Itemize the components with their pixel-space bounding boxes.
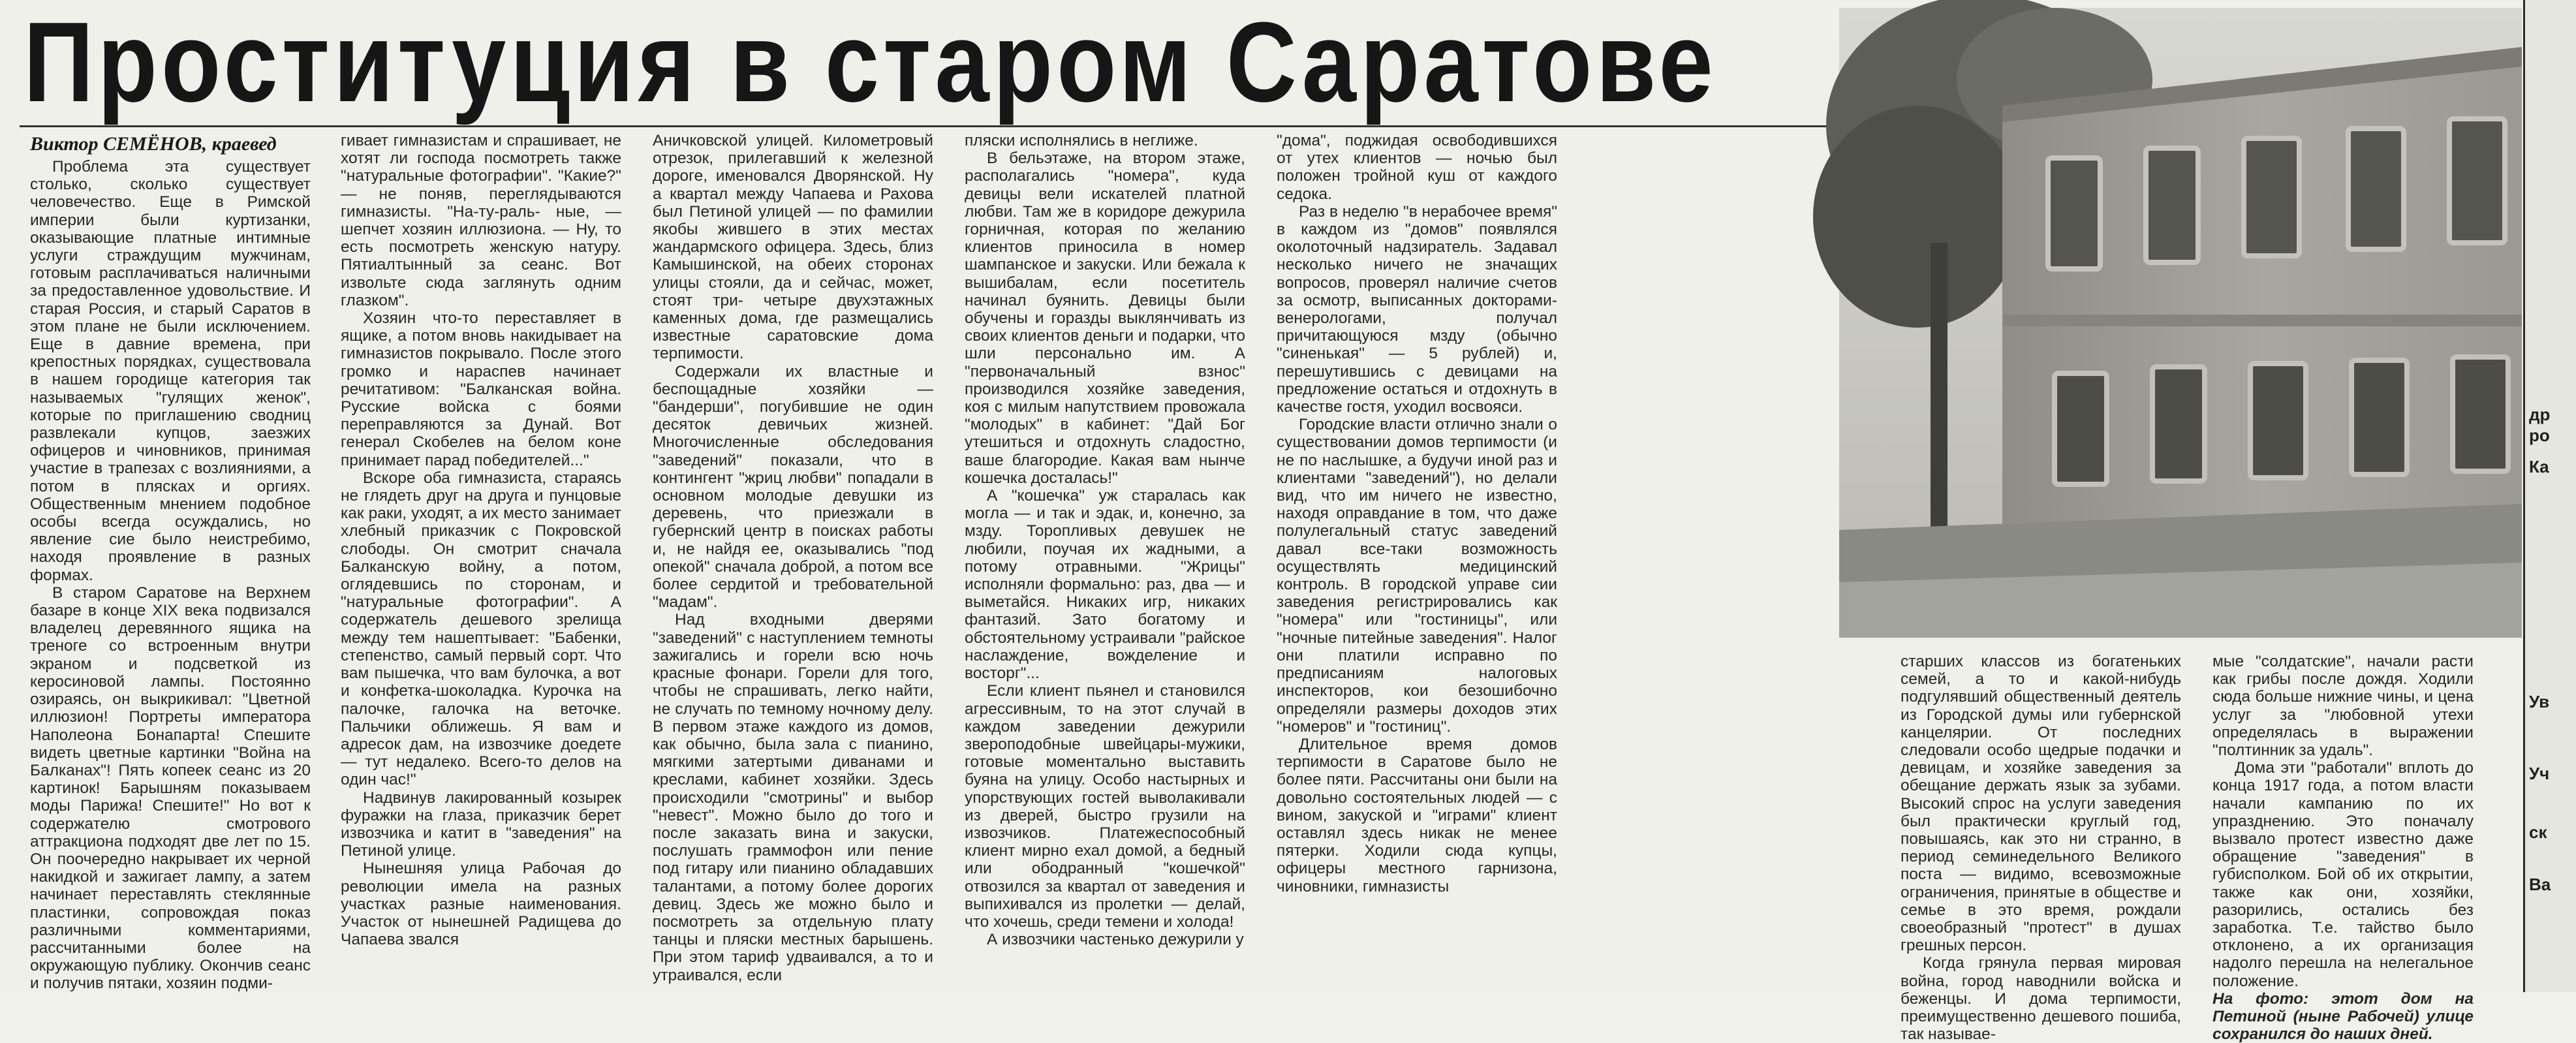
paragraph: Надвинув лакированный козырек фуражки на глаза, приказчик берет извозчика и катит в "заведения" на Петиной улице. [341,788,621,860]
paragraph: "дома", поджидая освободившихся от утех клиентов — ночью был положен тройной куш от каждого седока. [1277,132,1557,203]
paragraph: Если клиент пьянел и становился агрессивным, то на этот случай в каждом заведении дежурили звероподобные швейцары-мужики, готовые моментально выставить буяна на улицу. Особо настырных и упорствующих гостей выволакивали из дверей, быстро грузили на извозчиков. Платежеспособный клиент мирно ехал домой, а бедный или ободранный "кошечкой" отвозился за квартал от заведения и выпихивался из пролетки — делай, что хочешь, среди темени и холода! [965,682,1245,931]
article-column-1 [30,158,311,993]
paragraph: Длительное время домов терпимости в Саратове было не более пяти. Рассчитаны они были на довольно состоятельных людей — с вином, закуской и "играми" клиент оставлял здесь никак не менее пятерки. Ходили сюда купцы, офицеры местного гарнизона, чиновники, гимназисты [1277,735,1557,895]
paragraph: Когда грянула первая мировая война, город наводнили войска и беженцы. И дома терпимости, преимущественно дешевого пошиба, так называе- [1901,954,2181,1043]
edge-fragment: Ув [2529,692,2550,711]
author-byline: Виктор СЕМЁНОВ, краевед [30,133,277,155]
paragraph: Раз в неделю "в нерабочее время" в каждом из "домов" появлялся околоточный надзиратель. Задавал несколько ничего не значащих вопросов, проверял наличие счетов за осмотр, выписанных докторами-венерологами, получал причитающуюся мзду (обычно "синенькая" — 5 рублей) и, перешутившись с девицами на предложение остаться и отдохнуть в качестве гостя, уходил восвояси. [1277,202,1557,416]
headline-rule [20,125,1840,127]
adjacent-article-edge [2523,0,2576,992]
building-photo [1839,8,2522,638]
article-headline: Проституция в старом Саратове [23,0,1717,125]
paragraph: Дома эти "работали" вплоть до конца 1917 года, а потом власти начали кампанию по их упразднению. Это поначалу вызвало протест известно даже обращение "заведения" в губисполком. Бой об их открытии, также как они, хозяйки, разорились, остались без заработка. Т.е. тайство было отклонено, а их организация надолго перешла на нелегальное положение. [2212,759,2474,990]
article-column-5 [1277,132,1557,987]
building-photo-illustration [1839,8,2522,638]
article-column-2 [341,132,621,987]
paragraph: старших классов из богатеньких семей, а то и какой-нибудь подгулявший общественный деятель из Городской думы или губернской канцелярии. От последних следовали особо щедрые подачки и девицам, и хозяйке заведения за обещание держать язык за зубами. Высокий спрос на услуги заведения был практически круглый год, повышаясь, как это ни странно, в период семинедельного Великого поста — видимо, всевозможные ограничения, принятые в обществе и семье в это время, рождали своеобразный "протест" в душах грешных персон. [1901,653,2181,955]
article-column-7 [2212,653,2474,1043]
paragraph: мые "солдатские", начали расти как грибы после дождя. Ходили сюда больше нижние чины, и цена услуг за "любовной утехи определялась в выражении "полтинник за удаль". [2212,653,2474,760]
article-column-4 [965,132,1245,987]
paragraph: В бельэтаже, на втором этаже, располагались "номера", куда девицы вели искателей платной любви. Там же в коридоре дежурила горничная, которая по желанию клиентов приносила в номер шампанское и закуски. Или бежала к вышибалам, если посетитель начинал буянить. Девицы были обучены и горазды выклянчивать из своих клиентов деньги и подарки, что шли персонально им. А "первоначальный взнос" производился хозяйке заведения, коя с милым напутствием провожала "молодых" в кабинет: "Дай Бог утешиться и отдохнуть сладостно, ваше благородие. Какая вам нынче кошечка досталась!" [965,149,1245,487]
edge-fragment: др [2529,405,2551,424]
paragraph: Хозяин что-то переставляет в ящике, а потом вновь накидывает на гимназистов покрывало. После этого громко и нараспев начинает речитативом: "Балканская война. Русские войска с боями переправляются за Дунай. Вот генерал Скобелев на белом коне принимает парад победителей..." [341,309,621,469]
paragraph: А извозчики частенько дежурили у [987,931,1244,949]
paragraph: Нынешняя улица Рабочая до революции имела на разных участках разные наименования. Участок от нынешней Радищева до Чапаева звался [341,860,621,949]
paragraph: пляски исполнялись в неглиже. [965,132,1198,149]
paragraph: Вскоре оба гимназиста, стараясь не глядеть друг на друга и пунцовые как раки, уходят, а их место занимает хлебный приказчик с Покровской слободы. Он смотрит сначала Балканскую войну, а потом, оглядевшись по сторонам, и "натуральные фотографии". А содержатель дешевого зрелища между тем нашептывает: "Бабенки, степенство, самый первый сорт. Что вам пышечка, что вам булочка, а вот и конфетка-шоколадка. Курочка на палочке, галочка на веточке. Пальчики оближешь. Я вам и адресок дам, на извозчике доедете — тут недалеко. Всего-то делов на один час!" [341,469,621,789]
paragraph: Городские власти отлично знали о существовании домов терпимости (и не по наслышке, а будучи иной раз и клиентами "заведений"), но делали вид, что им ничего не известно, находя оправдание в том, что даже полулегальный статус заведений давал все-таки возможность осуществлять медицинский контроль. В городской управе сии заведения регистрировались как "номера" или "гостиницы", или "ночные питейные заведения". Налог они платили исправно по предписаниям налоговых инспекторов, кои безошибочно определяли размеры доходов этих "номеров" и "гостиниц". [1277,416,1557,736]
paragraph: Проблема эта существует столько, сколько существует человечество. Еще в Римской империи были куртизанки, оказывающие платные интимные услуги страждущим мужчинам, готовым расплачиваться наличными за предоставленное удовольствие. И старая Россия, и старый Саратов в этом плане не были исключением. Еще в давние времена, при крепостных порядках, существовала в нашем городище категория так называемых "гулящих женок", которые по приглашению сводниц развлекали купцов, заезжих офицеров и чиновников, принимая участие в трапезах с возлияниями, а потом в плясках и оргиях. Общественным мнением подобное особы всегда осуждались, но явление сие было неистребимо, находя проявление в разных формах. [30,158,311,584]
article-column-6 [1901,653,2181,1043]
edge-fragment: Уч [2529,764,2550,783]
paragraph: гивает гимназистам и спрашивает, не хотят ли господа посмотреть также "натуральные фотографии". "Какие?" — не поняв, переглядываются гимназисты. "На-ту-раль- ные, — шепчет хозяин иллюзиона. — Ну, то есть посмотреть женскую натуру. Пятиалтынный за сеанс. Вот извольте сюда заглянуть одним глазком". [341,132,621,309]
edge-fragment: ро [2529,426,2550,445]
paragraph: Аничковской улицей. Километровый отрезок, прилегавший к железной дороге, именовался Дворянской. Ну а квартал между Чапаева и Рахова был Петиной улицей — по фамилии якобы жившего в этих местах жандармского офицера. Здесь, близ Камышинской, на обеих сторонах улицы стояли, да и сейчас, может, стоят три- четыре двухэтажных каменных дома, где размещались известные саратовские дома терпимости. [653,132,933,363]
article-column-3 [653,132,933,987]
paragraph: Над входными дверями "заведений" с наступлением темноты зажигались и горели всю ночь красные фонари. Горели для того, чтобы не спрашивать, легко найти, не случать по темному ночному делу. В первом этаже каждого из домов, как обычно, была зала с пианино, мягкими затертыми диванами и креслами, кабинет хозяйки. Здесь происходили "смотрины" и выбор "невест". Можно было до того и после заказать вина и закуски, послушать граммофон или пение под гитару или пианино обладавших талантами, а потому более дорогих девиц. Здесь же можно было и посмотреть за отдельную плату танцы и пляски местных барышень. При этом тариф удваивался, а то и утраивался, если [653,611,933,984]
photo-caption: На фото: этот дом на Петиной (ныне Рабочей) улице сохранился до наших дней. [2212,989,2474,1043]
edge-fragment: Ка [2529,457,2549,476]
paragraph: А "кошечка" уж старалась как могла — и так и эдак, и, конечно, за мзду. Торопливых девушек не любили, поучая их жадными, а потому отравными. "Жрицы" исполняли формально: раз, два — и выметайся. Никаких игр, никаких фантазий. Зато богатому и обстоятельному устраивали "райское наслаждение, вожделение и восторг"... [965,487,1245,683]
edge-fragment: ск [2529,822,2547,842]
paragraph: В старом Саратове на Верхнем базаре в конце XIX века подвизался владелец деревянного ящика на треноге со встроенным внутри экраном и подсветкой из керосиновой лампы. Постоянно озираясь, он выкрикивал: "Цветной иллюзион! Портреты императора Наполеона Бонапарта! Спешите видеть цветные картинки "Война на Балканах"! Пять копеек сеанс из 20 картинок! Барышням показываем моды Парижа! Спешите!" Но вот к содержателю смотрового аттракциона подходят две лет по 15. Он поочередно накрывает их черной накидкой и зажигает лампу, а затем начинает переставлять стеклянные пластинки, сопровождая показ различными комментариями, рассчитанными более на окружающую публику. Окончив сеанс и получив пятаки, хозяин подми- [30,584,311,993]
paragraph: Содержали их властные и беспощадные хозяйки — "бандерши", погубившие не один десяток девичьих жизней. Многочисленные обследования "заведений" показали, что в контингент "жриц любви" попадали в основном молодые девушки из деревень, что приезжали в губернский центр в поисках работы и, не найдя ее, оказывались "под опекой" сначала доброй, а потом все более сердитой и требовательной "мадам". [653,362,933,612]
edge-fragment: Ва [2529,875,2551,894]
